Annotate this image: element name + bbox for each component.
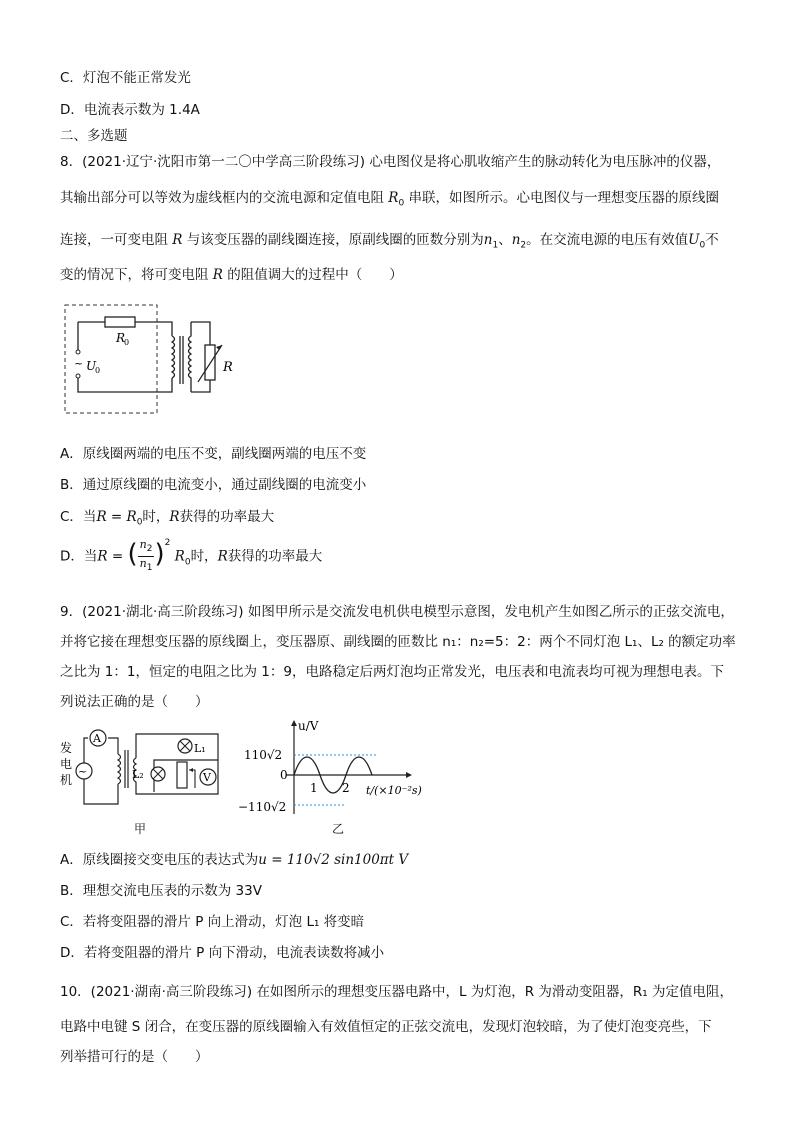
q8-option-c: C．当$R = R_0$时，R获得的功率最大: [60, 509, 275, 528]
primary-coil: [172, 336, 175, 378]
option-c-prev: C．灯泡不能正常发光: [60, 70, 191, 86]
svg-text:发: 发: [60, 741, 73, 755]
q10-line1: 10．(2021·湖南·高三阶段练习) 在如图所示的理想变压器电路中，L 为灯泡，R 为滑动变阻器，R₁ 为定值电阻，: [60, 984, 734, 1000]
figure-caption-yi: 乙: [332, 822, 345, 836]
svg-text:0: 0: [124, 338, 130, 347]
q9-primary-coil: [118, 754, 121, 784]
x-axis-label: t/(×10⁻²s): [366, 784, 422, 797]
q8-option-a: A．原线圈两端的电压不变，副线圈两端的电压不变: [60, 446, 367, 462]
q8-circuit-figure: [60, 300, 250, 420]
u0-label: U: [86, 359, 97, 373]
r0-label: R: [116, 331, 126, 345]
q9-line2: 并将它接在理想变压器的原线圈上，变压器原、副线圈的匝数比 n₁：n₂=5：2：两个不同灯泡 L₁、L₂ 的额定功率: [60, 634, 736, 650]
ac-source-icon: ~: [74, 357, 84, 370]
section-heading: 二、多选题: [60, 128, 128, 144]
q8-line1: 8．(2021·辽宁·沈阳市第一二〇中学高三阶段练习) 心电图仪是将心肌收缩产生的脉动转化为电压脉冲的仪器，: [60, 154, 721, 170]
q9-circuit-figure: [58, 722, 228, 817]
option-d-prev: D．电流表示数为 1.4A: [60, 102, 200, 118]
q9-option-c: C．若将变阻器的滑片 P 向上滑动，灯泡 L₁ 将变暗: [60, 914, 365, 930]
svg-text:电: 电: [60, 757, 73, 771]
svg-text:L₂: L₂: [132, 768, 144, 781]
svg-text:~: ~: [78, 765, 88, 778]
svg-text:A: A: [93, 732, 101, 745]
q9-option-d: D．若将变阻器的滑片 P 向下滑动，电流表读数将减小: [60, 945, 385, 961]
q9-option-b: B．理想交流电压表的示数为 33V: [60, 883, 262, 899]
q8-line3: 连接，一可变电阻 R 与该变压器的副线圈连接，原副线圈的匝数分别为$n_1$、$n_2$。在交流电源的电压有效值$U_0$不: [60, 232, 719, 251]
secondary-coil: [189, 330, 192, 392]
q8-line4: 变的情况下，将可变电阻 R 的阻值调大的过程中（ ）: [60, 267, 403, 283]
y-tick-zero: 0: [280, 768, 288, 782]
q9-line4: 列说法正确的是（ ）: [60, 694, 209, 710]
svg-text:L₁: L₁: [194, 742, 206, 755]
q8-option-b: B．通过原线圈的电流变小，通过副线圈的电流变小: [60, 477, 367, 493]
svg-text:0: 0: [95, 366, 101, 375]
q9-waveform-figure: [236, 716, 436, 820]
q9-line1: 9．(2021·湖北·高三阶段练习) 如图甲所示是交流发电机供电模型示意图，发电机产生如图乙所示的正弦交流电，: [60, 604, 734, 620]
q8-line2: 其输出部分可以等效为虚线框内的交流电源和定值电阻 $R_0$ 串联，如图所示。心电图仪与一理想变压器的原线圈: [60, 190, 719, 209]
x-tick-1: 1: [310, 781, 318, 795]
y-axis-label: u/V: [298, 719, 319, 733]
q10-line2: 电路中电键 S 闭合，在变压器的原线圈输入有效值恒定的正弦交流电，发现灯泡较暗，为了使灯泡变亮些，下: [60, 1019, 712, 1035]
q10-line3: 列举措可行的是（ ）: [60, 1049, 209, 1065]
y-tick-bottom: −110√2: [238, 800, 287, 814]
r-label: R: [223, 360, 233, 375]
resistor-r0: [105, 317, 135, 327]
q9-line3: 之比为 1：1，恒定的电阻之比为 1：9，电路稳定后两灯泡均正常发光，电压表和电流表均可视为理想电表。下: [60, 664, 724, 680]
x-tick-2: 2: [342, 781, 350, 795]
figure-caption-jia: 甲: [134, 822, 147, 836]
q8-option-d: D．当R = ( $n_2$ $n_1)^2$ $R_0$时，R获得的功率最大: [60, 538, 323, 574]
y-tick-top: 110√2: [244, 748, 283, 762]
rheostat-icon: [177, 762, 187, 788]
svg-text:机: 机: [60, 773, 73, 787]
svg-text:V: V: [203, 771, 211, 784]
q9-option-a: A．原线圈接交变电压的表达式为u = 110√2 sin100πt V: [60, 852, 409, 868]
